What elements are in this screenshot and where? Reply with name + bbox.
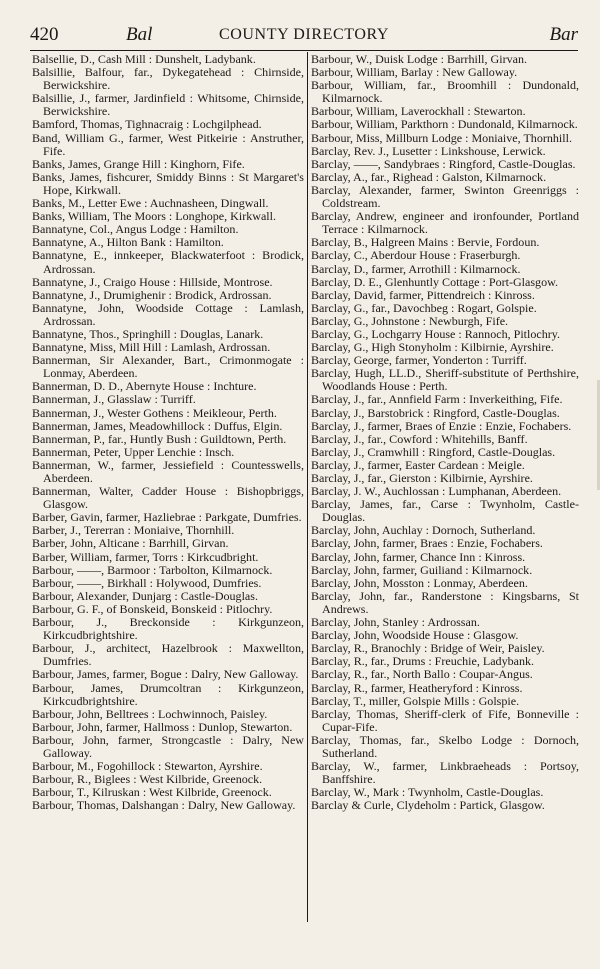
- directory-entry: Bannerman, P., far., Huntly Bush : Guildtown, Perth.: [32, 431, 287, 446]
- directory-entry: Bannerman, Walter, Cadder House : Bishopbriggs, Glasgow.: [32, 484, 304, 512]
- directory-entry: Barclay, Alexander, farmer, Swinton Greenriggs : Coldstream.: [311, 182, 579, 211]
- directory-entry: Barclay, R., Branochly : Bridge of Weir, Paisley.: [311, 641, 545, 656]
- directory-entry: Barclay, J., Cramwhill : Ringford, Castle-Douglas.: [311, 444, 556, 459]
- directory-entry: Barclay, D., farmer, Arrothill : Kilmarnock.: [311, 261, 521, 276]
- directory-entry: Barclay, J., farmer, Braes of Enzie : Enzie, Fochabers.: [311, 418, 572, 433]
- directory-entry: Barbour, J., architect, Hazelbrook : Maxwellton, Dumfries.: [32, 641, 304, 669]
- directory-entry: Barbour, James, Drumcoltran : Kirkgunzeon, Kirkcudbrightshire.: [32, 680, 304, 708]
- directory-entry: Bannatyne, Thos., Springhill : Douglas, Lanark.: [32, 326, 264, 341]
- directory-entry: Bannerman, Sir Alexander, Bart., Crimonmogate : Lonmay, Aberdeen.: [32, 353, 304, 381]
- directory-entry: Bannatyne, E., innkeeper, Blackwaterfoot : Brodick, Ardrossan.: [32, 248, 304, 276]
- directory-entry: Barclay, G., Johnstone : Newburgh, Fife.: [311, 313, 509, 328]
- directory-entry: Bamford, Thomas, Tighnacraig : Lochgilphead.: [32, 117, 262, 132]
- directory-entry: Barbour, John, Belltrees : Lochwinnoch, Paisley.: [32, 706, 268, 721]
- directory-entry: Banks, James, Grange Hill : Kinghorn, Fife.: [32, 156, 245, 171]
- directory-entry: Barclay, B., Halgreen Mains : Bervie, Fordoun.: [311, 235, 540, 250]
- directory-entry: Barber, J., Tererran : Moniaive, Thornhill.: [32, 523, 235, 538]
- directory-entry: Barbour, ——, Barmoor : Tarbolton, Kilmarnock.: [32, 562, 273, 577]
- directory-entry: Barclay, John, Woodside House : Glasgow.: [311, 628, 519, 643]
- directory-entry: Barclay, J., far., Annfield Farm : Inverkeithing, Fife.: [311, 392, 563, 407]
- directory-entry: Barclay, A., far., Righead : Galston, Kilmarnock.: [311, 169, 547, 184]
- directory-entry: Barclay, W., farmer, Linkbraeheads : Portsoy, Banffshire.: [311, 759, 579, 787]
- directory-entry: Barclay, W., Mark : Twynholm, Castle-Douglas.: [311, 785, 544, 800]
- directory-entry: Banks, James, fishcurer, Smiddy Binns : St Margaret's Hope, Kirkwall.: [32, 169, 304, 197]
- directory-entry: Bannatyne, Miss, Mill Hill : Lamlash, Ardrossan.: [32, 340, 271, 355]
- directory-entry: Bannatyne, J., Drumighenir : Brodick, Ardrossan.: [32, 287, 272, 302]
- directory-entry: Barclay, R., far., North Ballo : Coupar-Angus.: [311, 667, 533, 682]
- directory-entry: Barclay, John, farmer, Braes : Enzie, Fochabers.: [311, 536, 543, 551]
- directory-entry: Barclay, Thomas, Sheriff-clerk of Fife, Bonneville : Cupar-Fife.: [311, 706, 579, 734]
- directory-entry: Bannatyne, John, Woodside Cottage : Lamlash, Ardrossan.: [32, 300, 304, 328]
- directory-entry: Barbour, G. F., of Bonskeid, Bonskeid : Pitlochry.: [32, 601, 273, 616]
- page-number: 420: [30, 24, 59, 45]
- directory-entry: Barbour, Alexander, Dunjarg : Castle-Douglas.: [32, 588, 258, 603]
- directory-entry: Barbour, John, farmer, Hallmoss : Dunlop, Stewarton.: [32, 719, 293, 734]
- directory-entry: Barclay, J. W., Auchlossan : Lumphanan, Aberdeen.: [311, 484, 562, 499]
- directory-entry: Bannerman, J., Glasslaw : Turriff.: [32, 392, 196, 407]
- directory-entry: Barbour, William, Barlay : New Galloway.: [311, 65, 518, 80]
- directory-entry: Barbour, T., Kilruskan : West Kilbride, Greenock.: [32, 785, 272, 800]
- directory-entry: Barbour, William, Parkthorn : Dundonald, Kilmarnock.: [311, 117, 578, 132]
- directory-entry: Barbour, William, Laverockhall : Stewarton.: [311, 104, 526, 119]
- directory-entry: Barclay & Curle, Clydeholm : Partick, Glasgow.: [311, 798, 545, 813]
- directory-entry: Barclay, John, far., Randerstone : Kingsbarns, St Andrews.: [311, 588, 579, 616]
- directory-entry: Barclay, D. E., Glenhuntly Cottage : Port-Glasgow.: [311, 274, 559, 289]
- directory-entry: Bannerman, D. D., Abernyte House : Inchture.: [32, 379, 257, 394]
- directory-entry: Bannerman, W., farmer, Jessiefield : Countesswells, Aberdeen.: [32, 457, 304, 485]
- directory-entry: Barber, Gavin, farmer, Hazliebrae : Parkgate, Dumfries.: [32, 510, 302, 525]
- directory-entry: Bannerman, James, Meadowhillock : Duffus, Elgin.: [32, 418, 283, 433]
- directory-entry: Barbour, Miss, Millburn Lodge : Moniaive, Thornhill.: [311, 130, 572, 145]
- directory-entry: Banks, William, The Moors : Longhope, Kirkwall.: [32, 209, 276, 224]
- directory-entry: Barbour, ——, Birkhall : Holywood, Dumfries.: [32, 575, 262, 590]
- directory-entry: Barclay, J., far., Cowford : Whitehills, Banff.: [311, 431, 528, 446]
- directory-entry: Barbour, William, far., Broomhill : Dundonald, Kilmarnock.: [311, 78, 579, 106]
- directory-entry: Band, William G., farmer, West Pitkeirie : Anstruther, Fife.: [32, 130, 304, 158]
- directory-entry: Barclay, J., far., Gierston : Kilbirnie, Ayrshire.: [311, 471, 533, 485]
- directory-entry: Barclay, John, Stanley : Ardrossan.: [311, 615, 480, 630]
- directory-entry: Barclay, David, farmer, Pittendreich : Kinross.: [311, 287, 535, 302]
- directory-entry: Barbour, Thomas, Dalshangan : Dalry, New Galloway.: [32, 798, 296, 813]
- directory-entry: Barclay, Andrew, engineer and ironfounder, Portland Terrace : Kilmarnock.: [311, 209, 579, 237]
- directory-entry: Barclay, J., Barstobrick : Ringford, Castle-Douglas.: [311, 405, 560, 420]
- left-running-head: Bal: [126, 24, 153, 45]
- directory-entry: Balsillie, Balfour, far., Dykegatehead : Chirnside, Berwickshire.: [32, 65, 304, 93]
- directory-entry: Bannerman, Peter, Upper Lenchie : Insch.: [32, 444, 235, 459]
- directory-entry: Barclay, John, Mosston : Lonmay, Aberdeen.: [311, 575, 528, 590]
- directory-entry: Barclay, G., Lochgarry House : Rannoch, Pitlochry.: [311, 326, 561, 341]
- directory-entry: Barbour, R., Biglees : West Kilbride, Greenock.: [32, 772, 263, 787]
- column-divider: [307, 52, 308, 922]
- directory-entry: Barclay, C., Aberdour House : Fraserburgh.: [311, 248, 521, 263]
- directory-entry: Bannerman, J., Wester Gothens : Meikleour, Perth.: [32, 405, 277, 420]
- directory-entry: Barclay, G., High Stonyholm : Kilbirnie, Ayrshire.: [311, 340, 554, 355]
- directory-entry: Bannatyne, J., Craigo House : Hillside, Montrose.: [32, 274, 273, 289]
- left-column: [32, 53, 304, 812]
- directory-entry: Barclay, R., far., Drums : Freuchie, Ladybank.: [311, 654, 535, 669]
- directory-entry: Barclay, J., farmer, Easter Cardean : Meigle.: [311, 457, 525, 472]
- directory-entry: Balsillie, J., farmer, Jardinfield : Whitsome, Chirnside, Berwickshire.: [32, 91, 304, 119]
- directory-entry: Bannatyne, A., Hilton Bank : Hamilton.: [32, 235, 224, 250]
- directory-entry: Barclay, Thomas, far., Skelbo Lodge : Dornoch, Sutherland.: [311, 732, 579, 760]
- directory-entry: Barclay, ——, Sandybraes : Ringford, Castle-Douglas.: [311, 156, 576, 171]
- directory-entry: Barbour, James, farmer, Bogue : Dalry, New Galloway.: [32, 667, 299, 682]
- directory-entry: Barclay, John, Auchlay : Dornoch, Sutherland.: [311, 523, 536, 538]
- directory-entry: Barber, William, farmer, Torrs : Kirkcudbright.: [32, 549, 259, 564]
- directory-entry: Barbour, W., Duisk Lodge : Barrhill, Girvan.: [311, 52, 527, 66]
- directory-entry: Bannatyne, Col., Angus Lodge : Hamilton.: [32, 222, 239, 237]
- directory-entry: Barclay, G., far., Davochbeg : Rogart, Golspie.: [311, 300, 537, 315]
- header-rule: [30, 50, 578, 51]
- page-header: [30, 24, 578, 48]
- directory-entry: Barbour, M., Fogohillock : Stewarton, Ayrshire.: [32, 759, 263, 774]
- page-title: COUNTY DIRECTORY: [218, 26, 390, 43]
- directory-entry: Barclay, James, far., Carse : Twynholm, Castle-Douglas.: [311, 497, 579, 525]
- directory-entry: Barclay, T., miller, Golspie Mills : Golspie.: [311, 693, 520, 708]
- directory-entry: Barclay, Hugh, LL.D., Sheriff-substitute of Perthshire, Woodlands House : Perth.: [311, 366, 579, 394]
- directory-entry: Barclay, Rev. J., Lusetter : Linkshouse, Lerwick.: [311, 143, 546, 158]
- directory-entry: Barbour, John, farmer, Strongcastle : Dalry, New Galloway.: [32, 732, 304, 760]
- directory-entry: Barclay, R., farmer, Heatheryford : Kinross.: [311, 680, 523, 695]
- right-running-head: Bar: [549, 24, 578, 45]
- directory-entry: Barber, John, Alticane : Barrhill, Girvan.: [32, 536, 229, 551]
- directory-entry: Barclay, John, farmer, Guiliand : Kilmarnock.: [311, 562, 533, 577]
- directory-entry: Barbour, J., Breckonside : Kirkgunzeon, Kirkcudbrightshire.: [32, 615, 304, 643]
- directory-entry: Balsellie, D., Cash Mill : Dunshelt, Ladybank.: [32, 52, 256, 66]
- directory-entry: Banks, M., Letter Ewe : Auchnasheen, Dingwall.: [32, 196, 269, 211]
- right-column: [311, 53, 579, 812]
- directory-entry: Barclay, George, farmer, Yonderton : Turriff.: [311, 353, 527, 368]
- directory-entry: Barclay, John, farmer, Chance Inn : Kinross.: [311, 549, 526, 564]
